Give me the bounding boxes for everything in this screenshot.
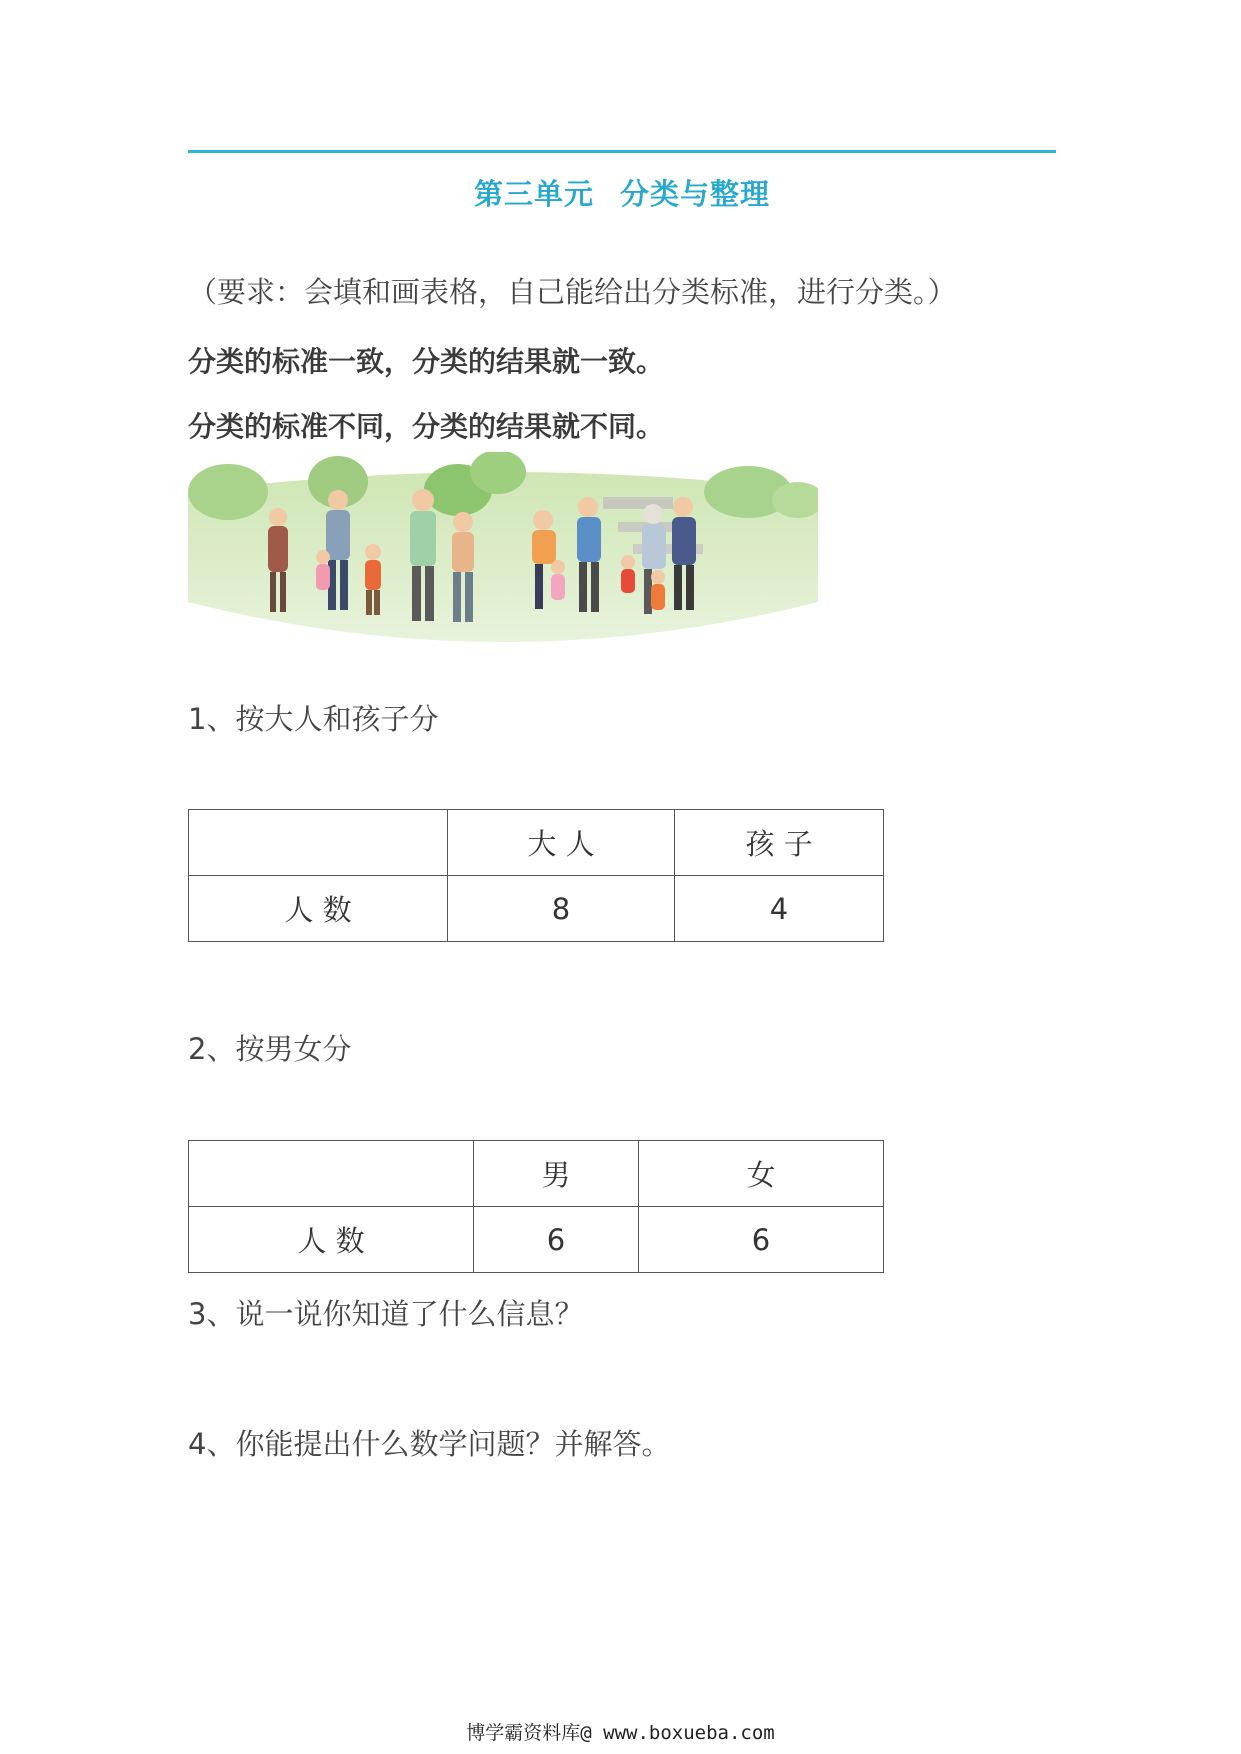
table-header-empty — [189, 810, 448, 876]
table-row — [189, 876, 884, 942]
footer-watermark: 博学霸资料库@ www.boxueba.com — [466, 1722, 775, 1744]
table-male-female — [188, 1140, 884, 1273]
question-4: 4、你能提出什么数学问题？并解答。 — [188, 1427, 671, 1461]
title-unit: 第三单元 — [473, 177, 594, 211]
table-cell-male-count: 6 — [474, 1207, 639, 1273]
table-header-empty — [189, 1141, 474, 1207]
question-3: 3、说一说你知道了什么信息？ — [188, 1297, 584, 1331]
table-header-male: 男 — [474, 1141, 639, 1207]
rule-different: 分类的标准不同，分类的结果就不同。 — [188, 410, 665, 443]
table-header-female: 女 — [639, 1141, 884, 1207]
table-header-adults: 大 人 — [448, 810, 675, 876]
table-header-row — [189, 1141, 884, 1207]
question-1: 1、按大人和孩子分 — [188, 702, 439, 736]
table-cell-female-count: 6 — [639, 1207, 884, 1273]
table-header-children: 孩 子 — [675, 810, 884, 876]
table-cell-adults-count: 8 — [448, 876, 675, 942]
table-row — [189, 1207, 884, 1273]
title-rule — [188, 150, 1056, 153]
page-title — [188, 172, 1056, 213]
table-cell-children-count: 4 — [675, 876, 884, 942]
table-row-label: 人 数 — [189, 876, 448, 942]
question-2: 2、按男女分 — [188, 1032, 352, 1066]
table-row-label: 人 数 — [189, 1207, 474, 1273]
rule-same: 分类的标准一致，分类的结果就一致。 — [188, 345, 665, 378]
requirement-text: （要求：会填和画表格，自己能给出分类标准，进行分类。） — [188, 275, 957, 309]
table-adults-children — [188, 809, 884, 942]
family-walking-illustration — [188, 452, 818, 672]
title-topic: 分类与整理 — [620, 177, 771, 211]
table-header-row — [189, 810, 884, 876]
